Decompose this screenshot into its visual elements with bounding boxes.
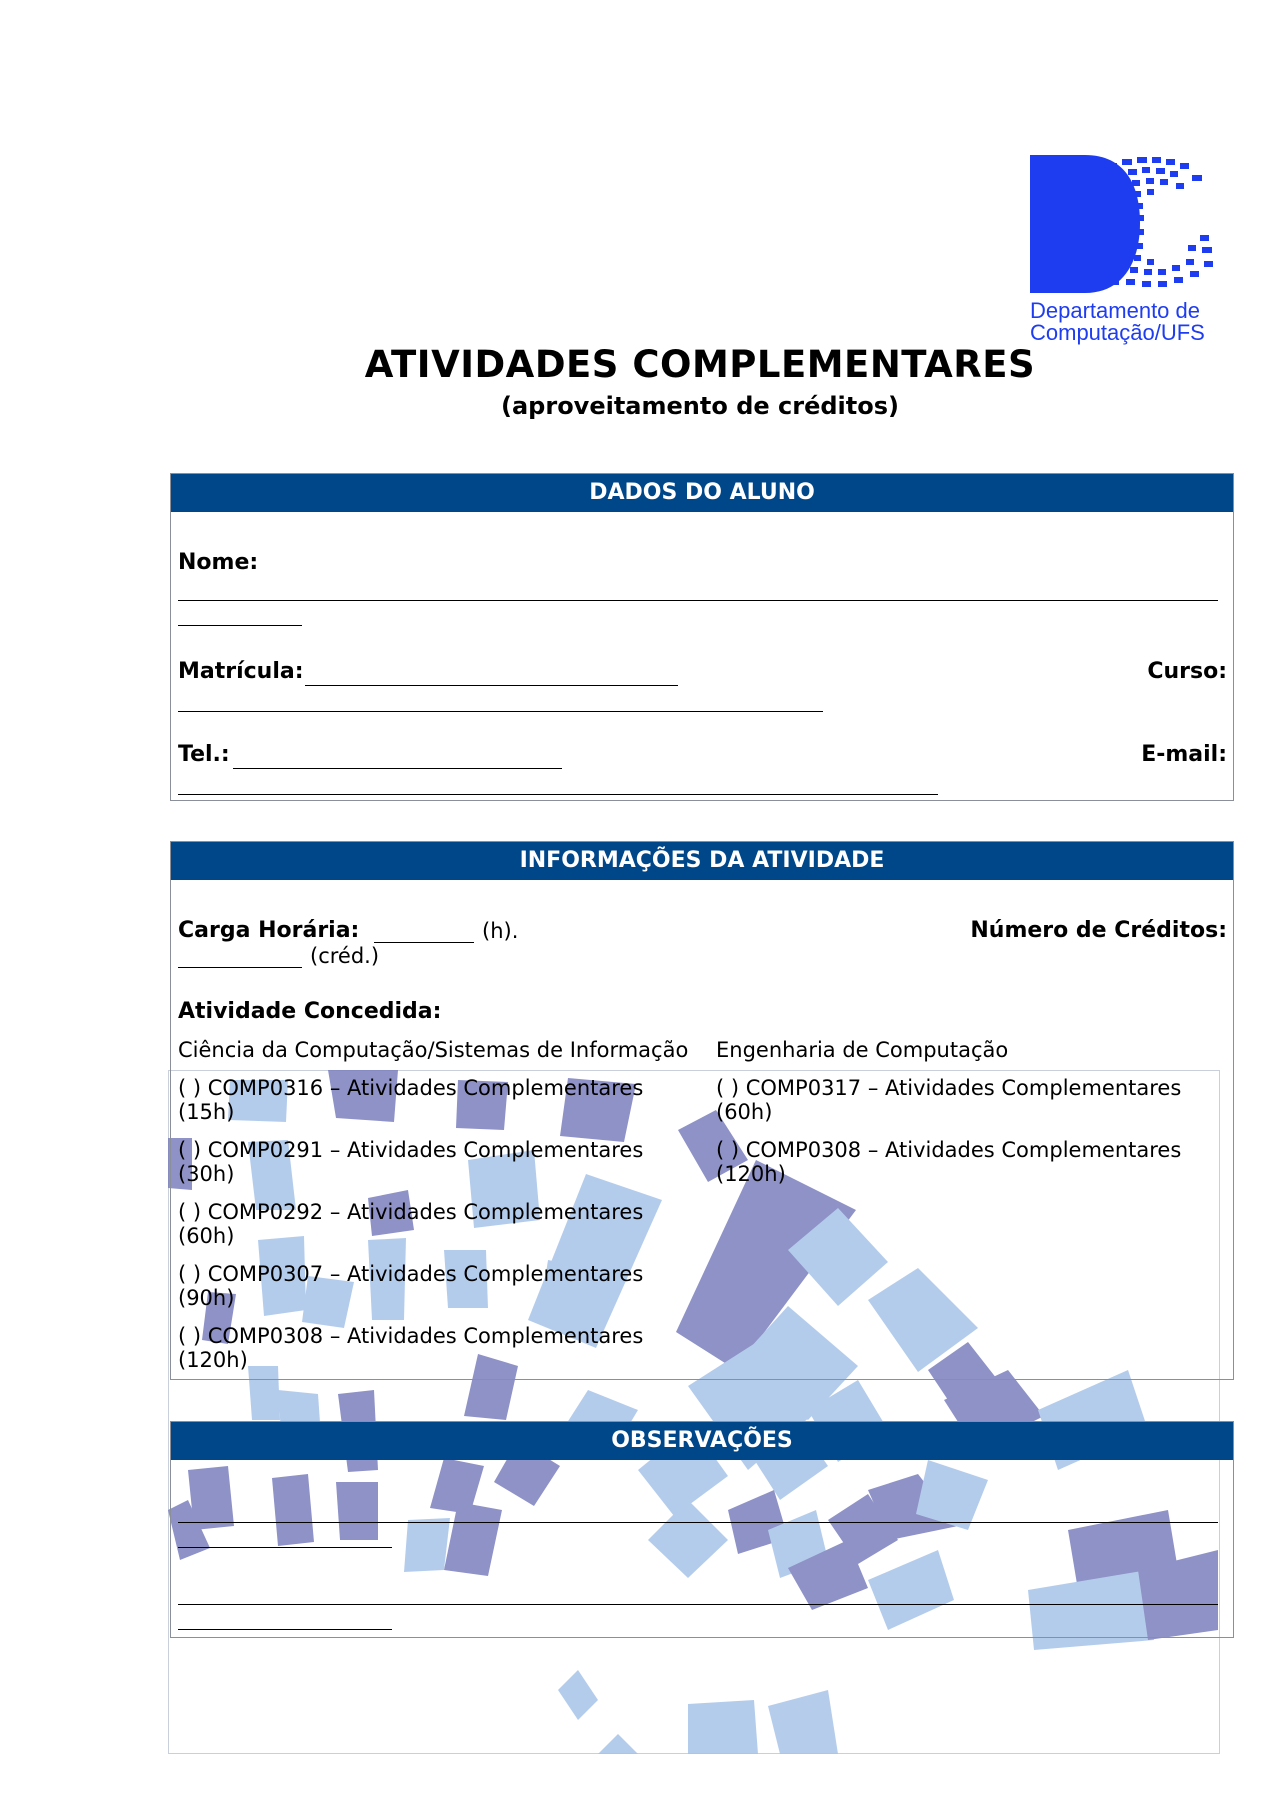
logo-line-2: Computação/UFS <box>1030 320 1205 345</box>
carga-horaria-line[interactable] <box>374 942 474 943</box>
nome-line[interactable] <box>178 600 1218 601</box>
option-hours: (120h) <box>716 1162 786 1186</box>
student-data-section <box>170 473 1234 801</box>
matricula-label: Matrícula: <box>178 659 304 684</box>
option-comp0308-cc[interactable] <box>178 1324 708 1372</box>
option-text: ( ) COMP0292 – Atividades Complementares <box>178 1200 644 1224</box>
option-text: ( ) COMP0308 – Atividades Complementares <box>178 1324 644 1348</box>
numero-creditos-label: Número de Créditos: <box>970 918 1227 943</box>
option-text: ( ) COMP0316 – Atividades Complementares <box>178 1076 644 1100</box>
option-text: ( ) COMP0308 – Atividades Complementares <box>716 1138 1182 1162</box>
observation-line-2-continuation[interactable] <box>178 1629 392 1630</box>
column-ec-title: Engenharia de Computação <box>716 1038 1009 1062</box>
option-hours: (120h) <box>178 1348 248 1372</box>
carga-horaria-suffix: (h). <box>482 919 519 943</box>
observations-section <box>170 1421 1234 1638</box>
option-hours: (60h) <box>178 1224 235 1248</box>
carga-horaria-label: Carga Horária: <box>178 918 360 943</box>
option-hours: (30h) <box>178 1162 235 1186</box>
option-comp0291[interactable] <box>178 1138 708 1186</box>
observations-header: OBSERVAÇÕES <box>171 1422 1233 1460</box>
nome-line-continuation[interactable] <box>178 625 302 626</box>
option-hours: (90h) <box>178 1286 235 1310</box>
option-comp0292[interactable] <box>178 1200 708 1248</box>
atividade-concedida-label: Atividade Concedida: <box>178 999 442 1024</box>
activity-header: INFORMAÇÕES DA ATIVIDADE <box>171 842 1233 880</box>
option-comp0316[interactable] <box>178 1076 708 1124</box>
option-text: ( ) COMP0307 – Atividades Complementares <box>178 1262 644 1286</box>
observation-line-2[interactable] <box>178 1604 1218 1605</box>
page-title: ATIVIDADES COMPLEMENTARES <box>364 343 1036 386</box>
column-cc-si-title: Ciência da Computação/Sistemas de Informação <box>178 1038 689 1062</box>
curso-line[interactable] <box>178 711 823 712</box>
creditos-suffix: (créd.) <box>310 944 380 968</box>
matricula-line[interactable] <box>305 685 678 686</box>
curso-label: Curso: <box>1147 659 1227 684</box>
option-comp0317[interactable] <box>716 1076 1246 1124</box>
option-comp0308-ec[interactable] <box>716 1138 1246 1186</box>
activity-section <box>170 841 1234 1380</box>
observation-line-1[interactable] <box>178 1522 1218 1523</box>
student-data-header: DADOS DO ALUNO <box>171 474 1233 512</box>
option-hours: (60h) <box>716 1100 773 1124</box>
option-hours: (15h) <box>178 1100 235 1124</box>
department-logo <box>1030 155 1225 345</box>
email-label: E-mail: <box>1141 742 1227 767</box>
tel-label: Tel.: <box>178 742 230 767</box>
observation-line-1-continuation[interactable] <box>178 1547 392 1548</box>
email-line[interactable] <box>178 794 938 795</box>
page-subtitle: (aproveitamento de créditos) <box>501 392 899 420</box>
option-text: ( ) COMP0291 – Atividades Complementares <box>178 1138 644 1162</box>
option-text: ( ) COMP0317 – Atividades Complementares <box>716 1076 1182 1100</box>
option-comp0307[interactable] <box>178 1262 708 1310</box>
nome-label: Nome: <box>178 550 259 575</box>
dc-logo-icon <box>1030 155 1225 295</box>
tel-line[interactable] <box>233 768 562 769</box>
logo-line-1: Departamento de <box>1030 298 1200 323</box>
creditos-line[interactable] <box>178 967 302 968</box>
